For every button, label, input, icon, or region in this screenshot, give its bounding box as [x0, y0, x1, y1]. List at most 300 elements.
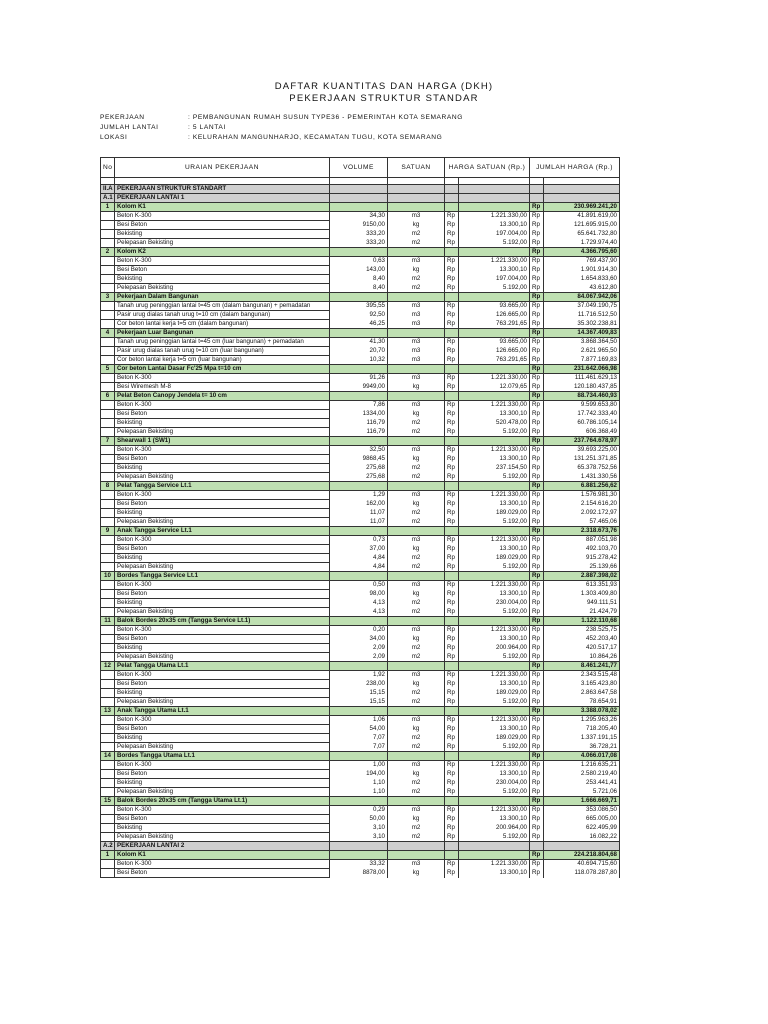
row-desc: Bekisting [115, 275, 330, 284]
row-empty-cell [388, 527, 445, 536]
row-subtotal: 2.887.398,02 [544, 572, 620, 581]
row-desc: Bekisting [115, 644, 330, 653]
row-volume: 0,73 [330, 536, 388, 545]
table-row [101, 833, 620, 842]
row-amount: 65.641.732,80 [544, 230, 620, 239]
row-currency: Rp [445, 383, 459, 392]
table-row [101, 221, 620, 230]
row-currency: Rp [530, 734, 544, 743]
row-currency: Rp [445, 428, 459, 437]
row-subtotal: 2.318.673,76 [544, 527, 620, 536]
row-unit: m2 [388, 644, 445, 653]
row-price: 520.478,00 [459, 419, 530, 428]
row-empty-cell [544, 185, 620, 194]
row-no [101, 563, 115, 572]
row-empty-cell [530, 842, 544, 851]
row-currency: Rp [445, 824, 459, 833]
row-volume: 1334,00 [330, 410, 388, 419]
row-no [101, 302, 115, 311]
row-unit: m3 [388, 716, 445, 725]
row-subtotal: 88.734.460,93 [544, 392, 620, 401]
row-no [101, 428, 115, 437]
row-no [101, 491, 115, 500]
row-volume: 1,06 [330, 716, 388, 725]
row-currency: Rp [445, 374, 459, 383]
row-currency: Rp [530, 320, 544, 329]
row-no [101, 626, 115, 635]
row-empty-cell [330, 707, 388, 716]
row-amount: 253.441,41 [544, 779, 620, 788]
row-empty-cell [388, 842, 445, 851]
row-currency: Rp [530, 788, 544, 797]
row-currency: Rp [530, 518, 544, 527]
table-row [101, 734, 620, 743]
row-currency: Rp [530, 626, 544, 635]
row-volume: 37,00 [330, 545, 388, 554]
row-volume: 50,00 [330, 815, 388, 824]
row-no [101, 590, 115, 599]
row-currency: Rp [530, 689, 544, 698]
row-amount: 39.693.225,00 [544, 446, 620, 455]
row-currency: Rp [530, 644, 544, 653]
col-header-no: No [101, 158, 115, 178]
row-no [101, 734, 115, 743]
row-currency: Rp [530, 203, 544, 212]
row-unit: m3 [388, 446, 445, 455]
row-volume: 8878,00 [330, 869, 388, 878]
row-no [101, 464, 115, 473]
table-row [101, 491, 620, 500]
row-empty-cell [445, 662, 459, 671]
row-empty-cell [445, 572, 459, 581]
row-desc: Pelepasan Bekisting [115, 518, 330, 527]
row-amount: 1.654.833,60 [544, 275, 620, 284]
row-price: 1.221.330,00 [459, 806, 530, 815]
row-currency: Rp [445, 410, 459, 419]
row-amount: 131.251.371,85 [544, 455, 620, 464]
row-empty-cell [459, 617, 530, 626]
row-amount: 60.786.105,14 [544, 419, 620, 428]
row-desc: Besi Beton [115, 635, 330, 644]
row-currency: Rp [530, 806, 544, 815]
row-empty-cell [445, 194, 459, 203]
row-price: 93.665,00 [459, 302, 530, 311]
row-desc: Bekisting [115, 554, 330, 563]
row-unit: m3 [388, 311, 445, 320]
row-currency: Rp [530, 761, 544, 770]
row-volume: 143,00 [330, 266, 388, 275]
meta-row-lokasi [100, 133, 442, 143]
row-volume: 33,32 [330, 860, 388, 869]
row-amount: 915.278,42 [544, 554, 620, 563]
document-subtitle: PEKERJAAN STRUKTUR STANDAR [289, 93, 479, 104]
row-no: 14 [101, 752, 115, 761]
row-currency: Rp [530, 473, 544, 482]
row-desc: Beton K-300 [115, 212, 330, 221]
meta-value: : KELURAHAN MANGUNHARJO, KECAMATAN TUGU, KOTA SEMARANG [188, 134, 443, 141]
row-desc: Pekerjaan Dalam Bangunan [115, 293, 330, 302]
row-price: 5.192,00 [459, 284, 530, 293]
row-desc: Bordes Tangga Service Lt.1 [115, 572, 330, 581]
row-currency: Rp [530, 356, 544, 365]
row-volume: 7,07 [330, 734, 388, 743]
row-empty-cell [330, 203, 388, 212]
row-unit: m3 [388, 257, 445, 266]
row-currency: Rp [530, 455, 544, 464]
row-volume: 7,86 [330, 401, 388, 410]
row-price: 200.964,00 [459, 644, 530, 653]
row-no [101, 419, 115, 428]
row-unit: m2 [388, 464, 445, 473]
row-empty-cell [544, 842, 620, 851]
row-unit: m2 [388, 689, 445, 698]
row-desc: PEKERJAAN STRUKTUR STANDART [115, 185, 330, 194]
row-price: 189.029,00 [459, 689, 530, 698]
row-no [101, 356, 115, 365]
row-amount: 9.599.653,80 [544, 401, 620, 410]
row-currency: Rp [530, 725, 544, 734]
row-empty-cell [388, 797, 445, 806]
row-unit: m3 [388, 536, 445, 545]
row-no: 8 [101, 482, 115, 491]
row-empty-cell [544, 194, 620, 203]
row-empty-cell [459, 194, 530, 203]
row-currency: Rp [445, 581, 459, 590]
row-amount: 65.378.752,56 [544, 464, 620, 473]
row-desc: Balok Bordes 20x35 cm (Tangga Service Lt.1) [115, 617, 330, 626]
row-desc: Bekisting [115, 734, 330, 743]
row-empty-cell [330, 248, 388, 257]
row-amount: 10.864,26 [544, 653, 620, 662]
row-volume: 1,10 [330, 788, 388, 797]
row-desc: Pelepasan Bekisting [115, 608, 330, 617]
row-amount: 41.891.619,00 [544, 212, 620, 221]
row-empty-cell [330, 293, 388, 302]
row-amount: 452.203,40 [544, 635, 620, 644]
row-price: 5.192,00 [459, 473, 530, 482]
row-price: 13.300,10 [459, 680, 530, 689]
row-currency: Rp [445, 626, 459, 635]
row-amount: 622.495,99 [544, 824, 620, 833]
row-desc: Bordes Tangga Utama Lt.1 [115, 752, 330, 761]
row-no [101, 374, 115, 383]
row-currency: Rp [530, 293, 544, 302]
meta-label: PEKERJAAN [100, 114, 145, 121]
row-empty-cell [445, 392, 459, 401]
row-currency: Rp [530, 221, 544, 230]
row-volume: 2,09 [330, 653, 388, 662]
row-empty-cell [388, 437, 445, 446]
row-unit: m3 [388, 356, 445, 365]
table-row [101, 230, 620, 239]
row-no: 9 [101, 527, 115, 536]
row-currency: Rp [530, 374, 544, 383]
row-no [101, 410, 115, 419]
row-no [101, 284, 115, 293]
item-group-row [101, 662, 620, 671]
row-unit: m2 [388, 743, 445, 752]
table-row [101, 509, 620, 518]
row-currency: Rp [530, 446, 544, 455]
row-amount: 1.303.409,80 [544, 590, 620, 599]
row-amount: 2.863.647,58 [544, 689, 620, 698]
row-currency: Rp [530, 815, 544, 824]
row-empty-cell [388, 194, 445, 203]
row-amount: 17.742.333,40 [544, 410, 620, 419]
row-unit: kg [388, 383, 445, 392]
row-volume: 116,79 [330, 419, 388, 428]
table-header-row [101, 158, 620, 178]
row-currency: Rp [530, 752, 544, 761]
row-currency: Rp [530, 599, 544, 608]
item-group-row [101, 365, 620, 374]
row-volume: 395,55 [330, 302, 388, 311]
row-currency: Rp [445, 212, 459, 221]
row-price: 1.221.330,00 [459, 716, 530, 725]
row-empty-cell [388, 203, 445, 212]
section-row [101, 842, 620, 851]
row-currency: Rp [530, 230, 544, 239]
row-no [101, 815, 115, 824]
row-no [101, 266, 115, 275]
table-row [101, 554, 620, 563]
row-desc: Pelepasan Bekisting [115, 428, 330, 437]
row-desc: Besi Beton [115, 545, 330, 554]
section-row [101, 194, 620, 203]
row-no [101, 608, 115, 617]
row-no [101, 311, 115, 320]
row-amount: 21.424,79 [544, 608, 620, 617]
row-volume: 15,15 [330, 689, 388, 698]
row-desc: Besi Beton [115, 500, 330, 509]
row-desc: Pasir urug dialas tanah urug t=10 cm (dalam bangunan) [115, 311, 330, 320]
row-unit: kg [388, 266, 445, 275]
row-price: 126.665,00 [459, 311, 530, 320]
row-empty-cell [459, 365, 530, 374]
row-empty-cell [459, 437, 530, 446]
row-no [101, 275, 115, 284]
row-price: 13.300,10 [459, 869, 530, 878]
row-unit: m3 [388, 626, 445, 635]
row-amount: 118.078.287,80 [544, 869, 620, 878]
row-unit: kg [388, 815, 445, 824]
table-row [101, 653, 620, 662]
row-empty-cell [445, 365, 459, 374]
row-desc: Bekisting [115, 419, 330, 428]
row-price: 1.221.330,00 [459, 491, 530, 500]
row-currency: Rp [445, 680, 459, 689]
row-currency: Rp [445, 230, 459, 239]
row-volume: 1,00 [330, 761, 388, 770]
row-currency: Rp [445, 275, 459, 284]
row-no [101, 509, 115, 518]
row-price: 5.192,00 [459, 608, 530, 617]
row-currency: Rp [530, 401, 544, 410]
row-price: 1.221.330,00 [459, 761, 530, 770]
row-amount: 2.343.515,48 [544, 671, 620, 680]
row-empty-cell [445, 293, 459, 302]
row-volume: 11,07 [330, 509, 388, 518]
col-header-satuan: SATUAN [388, 158, 445, 178]
row-volume: 4,13 [330, 599, 388, 608]
row-price: 13.300,10 [459, 266, 530, 275]
row-unit: kg [388, 680, 445, 689]
row-currency: Rp [530, 383, 544, 392]
row-volume: 238,00 [330, 680, 388, 689]
row-currency: Rp [530, 860, 544, 869]
row-currency: Rp [445, 725, 459, 734]
row-price: 5.192,00 [459, 833, 530, 842]
spacer-row [101, 178, 620, 185]
row-volume: 162,00 [330, 500, 388, 509]
row-empty-cell [330, 194, 388, 203]
row-currency: Rp [530, 527, 544, 536]
row-empty-cell [459, 329, 530, 338]
row-unit: m2 [388, 509, 445, 518]
row-empty-cell [445, 797, 459, 806]
row-unit: m2 [388, 734, 445, 743]
table-row [101, 446, 620, 455]
row-price: 13.300,10 [459, 635, 530, 644]
row-empty-cell [330, 797, 388, 806]
row-price: 1.221.330,00 [459, 401, 530, 410]
table-row [101, 212, 620, 221]
row-currency: Rp [530, 716, 544, 725]
row-desc: Besi Beton [115, 221, 330, 230]
row-empty-cell [459, 752, 530, 761]
row-currency: Rp [530, 671, 544, 680]
row-amount: 1.431.330,56 [544, 473, 620, 482]
row-currency: Rp [445, 716, 459, 725]
table-row [101, 401, 620, 410]
row-empty-cell [459, 293, 530, 302]
row-price: 197.004,00 [459, 275, 530, 284]
row-price: 1.221.330,00 [459, 860, 530, 869]
dkh-table [100, 157, 620, 878]
row-amount: 7.877.169,83 [544, 356, 620, 365]
row-desc: PEKERJAAN LANTAI 1 [115, 194, 330, 203]
row-amount: 5.721,06 [544, 788, 620, 797]
row-currency: Rp [530, 338, 544, 347]
row-amount: 120.180.437,85 [544, 383, 620, 392]
row-unit: m2 [388, 824, 445, 833]
table-row [101, 464, 620, 473]
row-no [101, 554, 115, 563]
row-currency: Rp [445, 311, 459, 320]
row-no: 12 [101, 662, 115, 671]
row-unit: m2 [388, 554, 445, 563]
row-no [101, 320, 115, 329]
row-desc: Pelat Tangga Service Lt.1 [115, 482, 330, 491]
row-amount: 43.612,80 [544, 284, 620, 293]
row-amount: 1.901.914,30 [544, 266, 620, 275]
row-price: 5.192,00 [459, 428, 530, 437]
row-amount: 36.728,21 [544, 743, 620, 752]
table-row [101, 644, 620, 653]
row-no [101, 806, 115, 815]
row-desc: Bekisting [115, 599, 330, 608]
row-unit: kg [388, 455, 445, 464]
row-amount: 2.621.965,50 [544, 347, 620, 356]
row-empty-cell [388, 752, 445, 761]
row-volume: 34,30 [330, 212, 388, 221]
row-desc: Beton K-300 [115, 761, 330, 770]
table-row [101, 590, 620, 599]
row-desc: Pelepasan Bekisting [115, 698, 330, 707]
row-desc: Pelepasan Bekisting [115, 653, 330, 662]
row-empty-cell [445, 482, 459, 491]
row-empty-cell [388, 248, 445, 257]
row-currency: Rp [530, 437, 544, 446]
row-price: 1.221.330,00 [459, 212, 530, 221]
row-no [101, 239, 115, 248]
meta-value: : 5 LANTAI [188, 124, 226, 131]
row-volume: 0,29 [330, 806, 388, 815]
item-group-row [101, 203, 620, 212]
row-currency: Rp [530, 563, 544, 572]
table-row [101, 275, 620, 284]
row-desc: Pelepasan Bekisting [115, 743, 330, 752]
row-desc: Cor beton Lantai Dasar Fc'25 Mpa t=10 cm [115, 365, 330, 374]
row-desc: Kolom K1 [115, 203, 330, 212]
row-amount: 1.216.635,21 [544, 761, 620, 770]
row-amount: 238.525,75 [544, 626, 620, 635]
row-desc: Kolom K1 [115, 851, 330, 860]
col-header-jumlah-harga: JUMLAH HARGA (Rp.) [530, 158, 620, 178]
row-empty-cell [445, 842, 459, 851]
row-no [101, 716, 115, 725]
row-empty-cell [388, 707, 445, 716]
row-currency: Rp [445, 671, 459, 680]
row-unit: m3 [388, 374, 445, 383]
row-price: 13.300,10 [459, 770, 530, 779]
row-currency: Rp [530, 410, 544, 419]
row-desc: Beton K-300 [115, 626, 330, 635]
row-desc: Besi Wiremesh M-8 [115, 383, 330, 392]
row-volume: 4,84 [330, 554, 388, 563]
row-unit: m2 [388, 419, 445, 428]
table-row [101, 338, 620, 347]
row-desc: Besi Beton [115, 770, 330, 779]
row-no [101, 653, 115, 662]
col-header-uraian: URAIAN PEKERJAAN [115, 158, 330, 178]
row-price: 13.300,10 [459, 221, 530, 230]
row-currency: Rp [530, 608, 544, 617]
row-price: 13.300,10 [459, 545, 530, 554]
row-empty-cell [459, 248, 530, 257]
row-currency: Rp [530, 743, 544, 752]
table-row [101, 770, 620, 779]
row-empty-cell [388, 392, 445, 401]
row-subtotal: 237.764.678,97 [544, 437, 620, 446]
row-subtotal: 8.461.241,77 [544, 662, 620, 671]
table-row [101, 374, 620, 383]
row-volume: 9868,45 [330, 455, 388, 464]
row-price: 189.029,00 [459, 554, 530, 563]
row-currency: Rp [530, 239, 544, 248]
row-volume: 275,68 [330, 464, 388, 473]
row-empty-cell [330, 752, 388, 761]
row-empty-cell [445, 329, 459, 338]
table-row [101, 563, 620, 572]
row-amount: 1.729.974,40 [544, 239, 620, 248]
row-currency: Rp [530, 257, 544, 266]
item-group-row [101, 752, 620, 761]
row-currency: Rp [445, 419, 459, 428]
row-currency: Rp [445, 455, 459, 464]
row-subtotal: 14.367.409,83 [544, 329, 620, 338]
row-desc: Besi Beton [115, 266, 330, 275]
